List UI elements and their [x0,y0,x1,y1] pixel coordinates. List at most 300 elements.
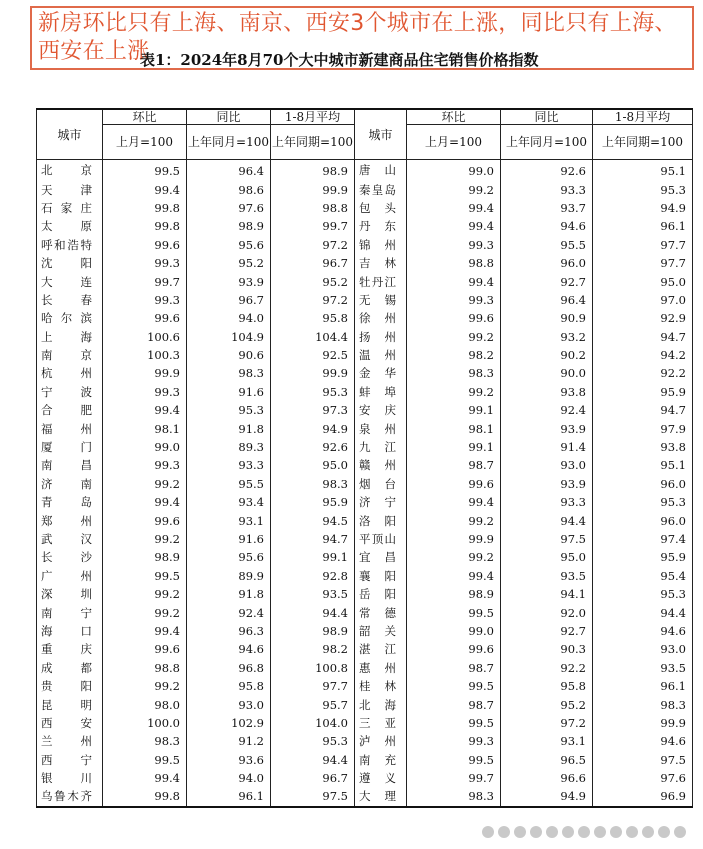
ytd-left-cell: 104.4 [271,328,355,346]
ytd-left-cell: 98.9 [271,622,355,640]
ytd-right-cell: 99.9 [593,714,693,732]
table-row [37,530,693,548]
watermark-dot [482,826,494,838]
yoy-right-cell: 90.2 [501,346,593,364]
city-right-cell: 安庆 [355,401,407,419]
mom-right-cell: 99.4 [407,199,501,217]
city-right-cell: 赣州 [355,456,407,474]
mom-left-cell: 100.0 [103,714,187,732]
city-left-cell: 北京 [37,160,103,181]
watermark-dot [594,826,606,838]
ytd-right-cell: 95.3 [593,493,693,511]
yoy-right-cell: 91.4 [501,438,593,456]
table-row [37,475,693,493]
mom-right-cell: 99.9 [407,530,501,548]
city-left-cell: 呼和浩特 [37,236,103,254]
city-left-cell: 沈阳 [37,254,103,272]
city-left-cell: 哈尔滨 [37,309,103,327]
yoy-right-cell: 95.0 [501,548,593,566]
mom-right-cell: 99.5 [407,751,501,769]
ytd-right-cell: 92.2 [593,364,693,382]
table-body [37,160,693,807]
table-row [37,272,693,290]
city-right-cell: 岳阳 [355,585,407,603]
mom-left-cell: 99.6 [103,236,187,254]
ytd-left-cell: 94.4 [271,751,355,769]
mom-right-cell: 99.2 [407,383,501,401]
ytd-left-cell: 95.7 [271,695,355,713]
mom-left-cell: 99.6 [103,511,187,529]
city-right-cell: 襄阳 [355,567,407,585]
price-index-table [36,108,693,808]
table-row [37,236,693,254]
city-right-cell: 洛阳 [355,511,407,529]
mom-left-cell: 99.6 [103,309,187,327]
mom-left-cell: 99.3 [103,383,187,401]
yoy-left-cell: 89.3 [187,438,271,456]
yoy-right-cell: 96.4 [501,291,593,309]
watermark-dot [626,826,638,838]
ytd-right-cell: 94.7 [593,328,693,346]
ytd-right-cell: 97.7 [593,254,693,272]
ytd-right-cell: 96.1 [593,677,693,695]
ytd-right-cell: 96.0 [593,511,693,529]
mom-right-cell: 99.4 [407,272,501,290]
ytd-left-cell: 98.3 [271,475,355,493]
yoy-left-cell: 96.3 [187,622,271,640]
city-left-cell: 上海 [37,328,103,346]
ytd-left-cell: 95.8 [271,309,355,327]
ytd-right-cell: 94.9 [593,199,693,217]
table-row [37,217,693,235]
ytd-right-cell: 96.1 [593,217,693,235]
mom-right-cell: 99.3 [407,236,501,254]
ytd-right-cell: 94.6 [593,732,693,750]
yoy-right-cell: 93.3 [501,493,593,511]
city-left-cell: 石家庄 [37,199,103,217]
city-left-cell: 郑州 [37,511,103,529]
header-mom-base-left: 上月=100 [103,125,187,160]
mom-right-cell: 98.7 [407,456,501,474]
yoy-left-cell: 95.2 [187,254,271,272]
mom-left-cell: 99.4 [103,622,187,640]
yoy-right-cell: 93.9 [501,419,593,437]
yoy-left-cell: 89.9 [187,567,271,585]
city-right-cell: 秦皇岛 [355,180,407,198]
mom-right-cell: 99.0 [407,622,501,640]
header-row [37,109,693,125]
city-right-cell: 锦州 [355,236,407,254]
table-row [37,328,693,346]
city-right-cell: 牡丹江 [355,272,407,290]
yoy-left-cell: 97.6 [187,199,271,217]
table-row [37,456,693,474]
watermark-dot [530,826,542,838]
yoy-left-cell: 96.7 [187,291,271,309]
yoy-right-cell: 93.3 [501,180,593,198]
yoy-left-cell: 91.6 [187,383,271,401]
mom-right-cell: 98.7 [407,695,501,713]
yoy-right-cell: 92.7 [501,272,593,290]
yoy-right-cell: 97.2 [501,714,593,732]
city-left-cell: 太原 [37,217,103,235]
table-row [37,714,693,732]
mom-right-cell: 99.6 [407,475,501,493]
yoy-right-cell: 95.2 [501,695,593,713]
yoy-right-cell: 94.6 [501,217,593,235]
city-left-cell: 宁波 [37,383,103,401]
table-row [37,511,693,529]
mom-left-cell: 98.1 [103,419,187,437]
yoy-right-cell: 94.1 [501,585,593,603]
ytd-left-cell: 99.9 [271,364,355,382]
mom-left-cell: 99.9 [103,364,187,382]
city-right-cell: 金华 [355,364,407,382]
mom-right-cell: 99.6 [407,309,501,327]
mom-left-cell: 99.2 [103,677,187,695]
yoy-right-cell: 94.4 [501,511,593,529]
yoy-left-cell: 93.3 [187,456,271,474]
yoy-left-cell: 91.2 [187,732,271,750]
header-yoy-left: 同比 [187,109,271,125]
ytd-right-cell: 97.4 [593,530,693,548]
city-left-cell: 杭州 [37,364,103,382]
city-left-cell: 南京 [37,346,103,364]
city-right-cell: 烟台 [355,475,407,493]
city-right-cell: 泸州 [355,732,407,750]
city-right-cell: 惠州 [355,659,407,677]
mom-left-cell: 99.2 [103,585,187,603]
yoy-right-cell: 93.2 [501,328,593,346]
city-left-cell: 兰州 [37,732,103,750]
table-row [37,751,693,769]
yoy-left-cell: 95.3 [187,401,271,419]
table-row [37,438,693,456]
city-left-cell: 南宁 [37,603,103,621]
mom-right-cell: 98.3 [407,364,501,382]
city-right-cell: 大理 [355,787,407,806]
table-row [37,677,693,695]
table-row [37,769,693,787]
mom-left-cell: 99.0 [103,438,187,456]
mom-left-cell: 100.3 [103,346,187,364]
city-right-cell: 三亚 [355,714,407,732]
yoy-left-cell: 91.6 [187,530,271,548]
yoy-left-cell: 94.0 [187,769,271,787]
header-ytd-right: 1-8月平均 [593,109,693,125]
ytd-left-cell: 95.2 [271,272,355,290]
city-right-cell: 扬州 [355,328,407,346]
table-row [37,419,693,437]
ytd-left-cell: 98.9 [271,160,355,181]
yoy-right-cell: 96.0 [501,254,593,272]
table-row [37,364,693,382]
mom-right-cell: 99.5 [407,677,501,695]
city-right-cell: 吉林 [355,254,407,272]
mom-left-cell: 98.3 [103,732,187,750]
mom-left-cell: 99.4 [103,180,187,198]
ytd-left-cell: 97.3 [271,401,355,419]
yoy-left-cell: 95.6 [187,236,271,254]
mom-left-cell: 99.7 [103,272,187,290]
mom-left-cell: 99.6 [103,640,187,658]
ytd-right-cell: 92.9 [593,309,693,327]
city-right-cell: 南充 [355,751,407,769]
yoy-left-cell: 90.6 [187,346,271,364]
mom-left-cell: 99.4 [103,493,187,511]
city-right-cell: 无锡 [355,291,407,309]
yoy-right-cell: 92.4 [501,401,593,419]
watermark [482,824,696,840]
ytd-right-cell: 97.0 [593,291,693,309]
ytd-right-cell: 97.9 [593,419,693,437]
city-left-cell: 广州 [37,567,103,585]
ytd-left-cell: 97.5 [271,787,355,806]
yoy-left-cell: 93.1 [187,511,271,529]
table-row [37,493,693,511]
table-row [37,695,693,713]
ytd-left-cell: 104.0 [271,714,355,732]
ytd-left-cell: 99.9 [271,180,355,198]
city-left-cell: 银川 [37,769,103,787]
city-left-cell: 海口 [37,622,103,640]
ytd-left-cell: 95.3 [271,383,355,401]
table-row [37,383,693,401]
header-city-left: 城市 [37,109,103,160]
mom-right-cell: 99.2 [407,511,501,529]
header-yoy-base-left: 上年同月=100 [187,125,271,160]
table-row [37,567,693,585]
ytd-left-cell: 98.2 [271,640,355,658]
city-left-cell: 长沙 [37,548,103,566]
mom-left-cell: 98.9 [103,548,187,566]
city-right-cell: 湛江 [355,640,407,658]
city-left-cell: 济南 [37,475,103,493]
city-left-cell: 西安 [37,714,103,732]
ytd-right-cell: 94.4 [593,603,693,621]
mom-right-cell: 99.4 [407,493,501,511]
mom-left-cell: 99.5 [103,160,187,181]
yoy-left-cell: 94.0 [187,309,271,327]
header-ytd-left: 1-8月平均 [271,109,355,125]
yoy-left-cell: 93.4 [187,493,271,511]
mom-left-cell: 99.4 [103,401,187,419]
yoy-left-cell: 95.6 [187,548,271,566]
table-row [37,401,693,419]
city-left-cell: 成都 [37,659,103,677]
watermark-dot [610,826,622,838]
mom-left-cell: 99.2 [103,603,187,621]
mom-right-cell: 98.7 [407,659,501,677]
yoy-left-cell: 93.9 [187,272,271,290]
table-row [37,180,693,198]
ytd-right-cell: 93.0 [593,640,693,658]
city-left-cell: 大连 [37,272,103,290]
ytd-left-cell: 93.5 [271,585,355,603]
ytd-right-cell: 95.1 [593,160,693,181]
ytd-left-cell: 99.7 [271,217,355,235]
city-right-cell: 北海 [355,695,407,713]
city-left-cell: 西宁 [37,751,103,769]
ytd-left-cell: 92.8 [271,567,355,585]
city-left-cell: 深圳 [37,585,103,603]
ytd-right-cell: 94.6 [593,622,693,640]
mom-right-cell: 99.6 [407,640,501,658]
mom-left-cell: 98.8 [103,659,187,677]
city-right-cell: 包头 [355,199,407,217]
header-city-right: 城市 [355,109,407,160]
ytd-left-cell: 95.9 [271,493,355,511]
watermark-dot [642,826,654,838]
yoy-right-cell: 92.0 [501,603,593,621]
mom-left-cell: 99.8 [103,787,187,806]
yoy-right-cell: 92.7 [501,622,593,640]
table-row [37,659,693,677]
yoy-right-cell: 93.8 [501,383,593,401]
yoy-left-cell: 96.4 [187,160,271,181]
city-right-cell: 平顶山 [355,530,407,548]
watermark-dot [562,826,574,838]
table-row [37,309,693,327]
yoy-left-cell: 92.4 [187,603,271,621]
city-left-cell: 昆明 [37,695,103,713]
city-right-cell: 徐州 [355,309,407,327]
mom-left-cell: 99.5 [103,567,187,585]
table-row [37,603,693,621]
yoy-left-cell: 91.8 [187,585,271,603]
ytd-left-cell: 97.2 [271,236,355,254]
table-row [37,787,693,806]
header-ytd-base-right: 上年同期=100 [593,125,693,160]
mom-right-cell: 98.2 [407,346,501,364]
watermark-dot [514,826,526,838]
watermark-dot [498,826,510,838]
city-right-cell: 九江 [355,438,407,456]
yoy-left-cell: 94.6 [187,640,271,658]
mom-left-cell: 99.2 [103,530,187,548]
city-left-cell: 乌鲁木齐 [37,787,103,806]
yoy-right-cell: 93.7 [501,199,593,217]
yoy-right-cell: 95.8 [501,677,593,695]
ytd-left-cell: 97.2 [271,291,355,309]
yoy-right-cell: 93.9 [501,475,593,493]
yoy-right-cell: 90.9 [501,309,593,327]
yoy-right-cell: 96.5 [501,751,593,769]
table-row [37,254,693,272]
city-right-cell: 唐山 [355,160,407,181]
mom-right-cell: 99.2 [407,328,501,346]
mom-right-cell: 98.9 [407,585,501,603]
mom-left-cell: 99.3 [103,291,187,309]
city-right-cell: 蚌埠 [355,383,407,401]
table-row [37,160,693,181]
mom-right-cell: 99.4 [407,567,501,585]
mom-right-cell: 99.0 [407,160,501,181]
watermark-dot [546,826,558,838]
table-title: 表1：2024年8月70个大中城市新建商品住宅销售价格指数 [140,51,539,69]
yoy-left-cell: 104.9 [187,328,271,346]
yoy-right-cell: 90.3 [501,640,593,658]
header-ytd-base-left: 上年同期=100 [271,125,355,160]
mom-right-cell: 99.4 [407,217,501,235]
yoy-right-cell: 93.1 [501,732,593,750]
ytd-right-cell: 97.5 [593,751,693,769]
table-row [37,346,693,364]
yoy-left-cell: 91.8 [187,419,271,437]
city-right-cell: 丹东 [355,217,407,235]
yoy-left-cell: 98.6 [187,180,271,198]
mom-right-cell: 98.3 [407,787,501,806]
city-right-cell: 桂林 [355,677,407,695]
mom-right-cell: 99.3 [407,732,501,750]
ytd-left-cell: 95.0 [271,456,355,474]
header-yoy-right: 同比 [501,109,593,125]
city-right-cell: 济宁 [355,493,407,511]
ytd-right-cell: 97.6 [593,769,693,787]
ytd-left-cell: 94.9 [271,419,355,437]
mom-left-cell: 99.8 [103,199,187,217]
yoy-left-cell: 96.1 [187,787,271,806]
header-mom-left: 环比 [103,109,187,125]
ytd-right-cell: 95.1 [593,456,693,474]
yoy-right-cell: 92.6 [501,160,593,181]
mom-right-cell: 99.5 [407,603,501,621]
city-left-cell: 贵阳 [37,677,103,695]
mom-right-cell: 99.3 [407,291,501,309]
ytd-left-cell: 95.3 [271,732,355,750]
city-right-cell: 常德 [355,603,407,621]
watermark-dot [658,826,670,838]
mom-right-cell: 99.2 [407,180,501,198]
mom-left-cell: 98.0 [103,695,187,713]
yoy-right-cell: 93.0 [501,456,593,474]
ytd-left-cell: 98.8 [271,199,355,217]
mom-left-cell: 99.3 [103,254,187,272]
city-right-cell: 遵义 [355,769,407,787]
ytd-right-cell: 95.4 [593,567,693,585]
ytd-left-cell: 97.7 [271,677,355,695]
city-left-cell: 武汉 [37,530,103,548]
yoy-left-cell: 98.9 [187,217,271,235]
ytd-left-cell: 96.7 [271,254,355,272]
mom-right-cell: 99.1 [407,438,501,456]
yoy-right-cell: 96.6 [501,769,593,787]
ytd-right-cell: 93.8 [593,438,693,456]
city-right-cell: 温州 [355,346,407,364]
mom-left-cell: 99.2 [103,475,187,493]
ytd-left-cell: 92.5 [271,346,355,364]
mom-left-cell: 99.5 [103,751,187,769]
yoy-right-cell: 94.9 [501,787,593,806]
city-right-cell: 韶关 [355,622,407,640]
city-right-cell: 泉州 [355,419,407,437]
city-left-cell: 长春 [37,291,103,309]
yoy-right-cell: 92.2 [501,659,593,677]
ytd-right-cell: 95.3 [593,180,693,198]
header-mom-base-right: 上月=100 [407,125,501,160]
mom-left-cell: 100.6 [103,328,187,346]
city-right-cell: 宜昌 [355,548,407,566]
ytd-left-cell: 94.5 [271,511,355,529]
ytd-right-cell: 95.3 [593,585,693,603]
yoy-left-cell: 102.9 [187,714,271,732]
city-left-cell: 重庆 [37,640,103,658]
city-left-cell: 厦门 [37,438,103,456]
city-left-cell: 合肥 [37,401,103,419]
ytd-right-cell: 93.5 [593,659,693,677]
ytd-left-cell: 100.8 [271,659,355,677]
yoy-right-cell: 93.5 [501,567,593,585]
